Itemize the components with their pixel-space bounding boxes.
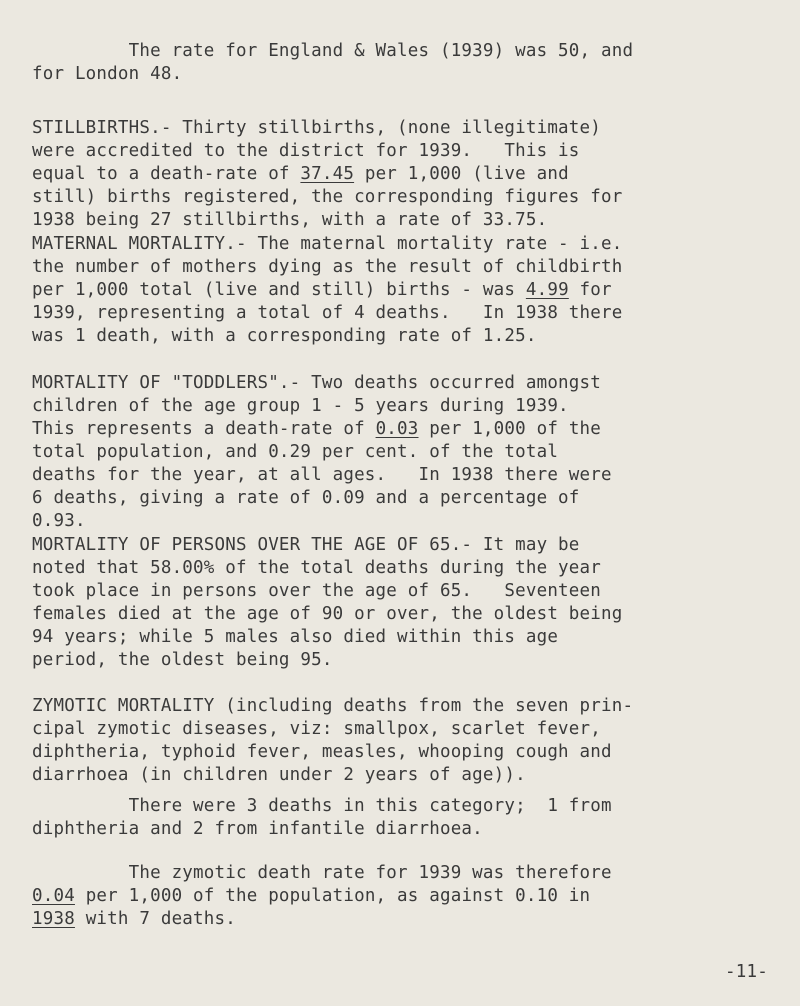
text-line bbox=[32, 441, 780, 464]
paragraph-maternal-mortality bbox=[32, 233, 780, 348]
text-line bbox=[32, 885, 780, 908]
text-run: per 1,000 of the bbox=[418, 419, 602, 439]
paragraph-zymotic-mortality bbox=[32, 695, 780, 787]
underlined-figure: 37.45 bbox=[300, 164, 355, 184]
text-run: 94 years; while 5 males also died within this age bbox=[32, 627, 559, 647]
text-run: MATERNAL MORTALITY.- The maternal mortality rate - i.e. bbox=[32, 234, 623, 254]
text-run: The rate for England & Wales (1939) was 50, and bbox=[32, 41, 634, 61]
text-run: deaths for the year, at all ages. In 1938 there were bbox=[32, 465, 612, 485]
text-line bbox=[32, 534, 780, 557]
text-line bbox=[32, 580, 780, 603]
text-line bbox=[32, 117, 780, 140]
text-line bbox=[32, 302, 780, 325]
text-line bbox=[32, 372, 780, 395]
paragraph-zymotic-rate bbox=[32, 862, 780, 931]
text-line bbox=[32, 233, 780, 256]
text-line bbox=[32, 818, 780, 841]
text-run: was 1 death, with a corresponding rate of 1.25. bbox=[32, 326, 537, 346]
text-run: MORTALITY OF PERSONS OVER THE AGE OF 65.- It may be bbox=[32, 535, 580, 555]
underlined-figure: 0.03 bbox=[375, 419, 419, 439]
text-line bbox=[32, 325, 780, 348]
text-run: noted that 58.00% of the total deaths during the year bbox=[32, 558, 602, 578]
text-run: diphtheria, typhoid fever, measles, whooping cough and bbox=[32, 742, 612, 762]
text-line bbox=[32, 764, 780, 787]
text-line bbox=[32, 63, 780, 86]
text-run: for London 48. bbox=[32, 64, 183, 84]
text-run: total population, and 0.29 per cent. of the total bbox=[32, 442, 559, 462]
paragraph-stillbirths bbox=[32, 117, 780, 232]
text-run: cipal zymotic diseases, viz: smallpox, scarlet fever, bbox=[32, 719, 602, 739]
underlined-figure: 1938 bbox=[32, 909, 75, 929]
text-run: This represents a death-rate of bbox=[32, 419, 376, 439]
text-line bbox=[32, 795, 780, 818]
page-number: -11- bbox=[725, 962, 768, 982]
text-line bbox=[32, 40, 780, 63]
text-run: STILLBIRTHS.- Thirty stillbirths, (none illegitimate) bbox=[32, 118, 602, 138]
text-run: 0.93. bbox=[32, 511, 86, 531]
text-run: equal to a death-rate of bbox=[32, 164, 301, 184]
text-line bbox=[32, 395, 780, 418]
paragraph-zymotic-deaths bbox=[32, 795, 780, 841]
paragraph-rate-england bbox=[32, 40, 780, 86]
text-run: diphtheria and 2 from infantile diarrhoea. bbox=[32, 819, 483, 839]
underlined-figure: 4.99 bbox=[525, 280, 569, 300]
text-line bbox=[32, 487, 780, 510]
text-run: per 1,000 total (live and still) births - was bbox=[32, 280, 526, 300]
text-run: for bbox=[568, 280, 612, 300]
text-line bbox=[32, 908, 780, 931]
text-line bbox=[32, 418, 780, 441]
text-run: The zymotic death rate for 1939 was therefore bbox=[32, 863, 612, 883]
text-run: still) births registered, the corresponding figures for bbox=[32, 187, 623, 207]
text-run: took place in persons over the age of 65. Seventeen bbox=[32, 581, 602, 601]
text-line bbox=[32, 718, 780, 741]
text-run: the number of mothers dying as the result of childbirth bbox=[32, 257, 623, 277]
text-line bbox=[32, 626, 780, 649]
text-run: 6 deaths, giving a rate of 0.09 and a percentage of bbox=[32, 488, 580, 508]
text-run: ZYMOTIC MORTALITY (including deaths from the seven prin- bbox=[32, 696, 634, 716]
text-line bbox=[32, 186, 780, 209]
text-line bbox=[32, 510, 780, 533]
text-run: 1938 being 27 stillbirths, with a rate of 33.75. bbox=[32, 210, 548, 230]
text-line bbox=[32, 741, 780, 764]
text-line bbox=[32, 464, 780, 487]
text-run: 1939, representing a total of 4 deaths. In 1938 there bbox=[32, 303, 623, 323]
text-run: per 1,000 of the population, as against 0.10 in bbox=[74, 886, 591, 906]
paragraph-mortality-toddlers bbox=[32, 372, 780, 533]
text-line bbox=[32, 140, 780, 163]
text-line bbox=[32, 603, 780, 626]
text-run: diarrhoea (in children under 2 years of age)). bbox=[32, 765, 526, 785]
text-line bbox=[32, 695, 780, 718]
text-line bbox=[32, 279, 780, 302]
text-line bbox=[32, 862, 780, 885]
text-line bbox=[32, 256, 780, 279]
text-run: with 7 deaths. bbox=[74, 909, 236, 929]
text-run: There were 3 deaths in this category; 1 from bbox=[32, 796, 612, 816]
text-run: children of the age group 1 - 5 years during 1939. bbox=[32, 396, 569, 416]
text-run: females died at the age of 90 or over, the oldest being bbox=[32, 604, 623, 624]
text-line bbox=[32, 209, 780, 232]
text-line bbox=[32, 557, 780, 580]
text-run: were accredited to the district for 1939. This is bbox=[32, 141, 580, 161]
text-run: per 1,000 (live and bbox=[354, 164, 569, 184]
text-run: period, the oldest being 95. bbox=[32, 650, 333, 670]
underlined-figure: 0.04 bbox=[32, 886, 75, 906]
text-line bbox=[32, 649, 780, 672]
paragraph-mortality-over-65 bbox=[32, 534, 780, 672]
text-line bbox=[32, 163, 780, 186]
text-run: MORTALITY OF "TODDLERS".- Two deaths occurred amongst bbox=[32, 373, 602, 393]
